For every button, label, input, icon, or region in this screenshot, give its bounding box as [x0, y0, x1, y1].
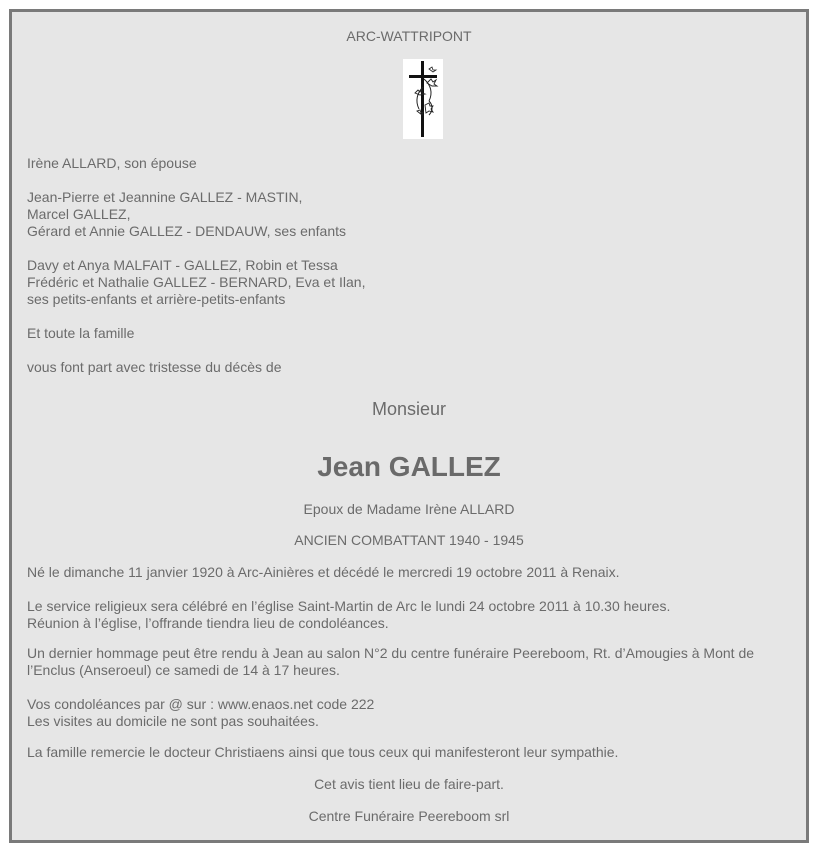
- all-family-line: [27, 325, 791, 342]
- funeral-home-line: [27, 808, 791, 825]
- spouse-text: Irène ALLARD, son épouse: [27, 155, 197, 171]
- children-line-3: Gérard et Annie GALLEZ - DENDAUW, ses enfants: [27, 223, 347, 239]
- birth-death-line: [27, 564, 791, 581]
- obituary-card: [9, 9, 809, 843]
- grandchildren-line-1: Davy et Anya MALFAIT - GALLEZ, Robin et Tessa: [27, 257, 338, 273]
- children-line-1: Jean-Pierre et Jeannine GALLEZ - MASTIN,: [27, 189, 303, 205]
- relation-text: Epoux de Madame Irène ALLARD: [303, 501, 515, 517]
- deceased-title: [27, 398, 791, 420]
- deceased-title-text: Monsieur: [371, 399, 447, 419]
- tribute-text: Un dernier hommage peut être rendu à Jean au salon N°2 du centre funéraire Peereboom, Rt. d’Amougies à Mont de l’Enclus (Anseroeul) ce samedi de 14 à 17 heures.: [27, 645, 755, 678]
- deceased-name-text: Jean GALLEZ: [317, 451, 501, 482]
- service-line-1: Le service religieux sera célébré en l’église Saint-Martin de Arc le lundi 24 octobre 2011 à 10.30 heures.: [27, 598, 671, 614]
- announcement-line: [27, 359, 791, 376]
- announcement-text: vous font part avec tristesse du décès de: [27, 359, 282, 375]
- location-heading: [27, 28, 791, 45]
- service-info: [27, 598, 791, 632]
- service-line-2: Réunion à l’église, l’offrande tiendra lieu de condoléances.: [27, 615, 389, 631]
- cross-with-lily-icon: [403, 59, 443, 139]
- condolences-line-1: Vos condoléances par @ sur : www.enaos.net code 222: [27, 696, 375, 712]
- condolences-info: [27, 696, 791, 730]
- relation-line: [27, 501, 791, 518]
- children-list: [27, 189, 791, 240]
- notice-line: [27, 776, 791, 793]
- spouse-line: [27, 155, 791, 172]
- distinction-text: ANCIEN COMBATTANT 1940 - 1945: [294, 532, 524, 548]
- location-text: ARC-WATTRIPONT: [346, 28, 472, 44]
- deceased-name: [27, 450, 791, 484]
- children-line-2: Marcel GALLEZ,: [27, 206, 131, 222]
- funeral-home-text: Centre Funéraire Peereboom srl: [308, 808, 510, 824]
- cross-with-lily-graphic: [403, 59, 443, 139]
- grandchildren-line-3: ses petits-enfants et arrière-petits-enfants: [27, 291, 286, 307]
- distinction-line: [27, 532, 791, 549]
- thanks-text: La famille remercie le docteur Christiaens ainsi que tous ceux qui manifesteront leur sympathie.: [27, 744, 619, 760]
- thanks-line: [27, 744, 791, 761]
- grandchildren-list: [27, 257, 791, 308]
- grandchildren-line-2: Frédéric et Nathalie GALLEZ - BERNARD, Eva et Ilan,: [27, 274, 366, 290]
- all-family-text: Et toute la famille: [27, 325, 135, 341]
- tribute-info: [27, 645, 791, 679]
- birth-death-text: Né le dimanche 11 janvier 1920 à Arc-Ainières et décédé le mercredi 19 octobre 2011 à Renaix.: [27, 564, 620, 580]
- notice-text: Cet avis tient lieu de faire-part.: [314, 776, 504, 792]
- condolences-line-2: Les visites au domicile ne sont pas souhaitées.: [27, 713, 319, 729]
